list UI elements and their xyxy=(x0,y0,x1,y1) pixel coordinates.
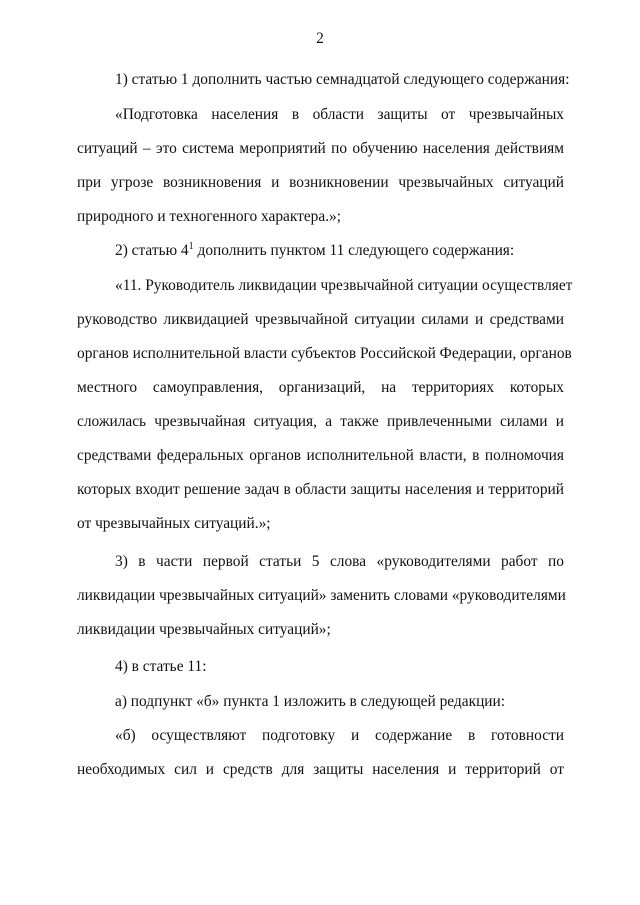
text-line: необходимых сил и средств для защиты населения и территорий от xyxy=(77,761,564,778)
text-line: ситуаций – это система мероприятий по обучению населения действиям xyxy=(77,140,564,157)
text-line: а) подпункт «б» пункта 1 изложить в следующей редакции: xyxy=(115,693,506,710)
superscript: 1 xyxy=(188,241,194,252)
paragraph-amendment-1 xyxy=(77,63,570,97)
text-line: 4) в статье 11: xyxy=(115,658,207,675)
text-line: руководство ликвидацией чрезвычайной ситуации силами и средствами xyxy=(77,311,564,328)
paragraph-amendment-3 xyxy=(77,545,564,647)
text-line: средствами федеральных органов исполнительной власти, в полномочия xyxy=(77,447,564,464)
paragraph-quote-b xyxy=(77,719,564,787)
text-line: «б) осуществляют подготовку и содержание в готовности xyxy=(115,727,564,744)
text-line: местного самоуправления, организаций, на территориях которых xyxy=(77,379,564,396)
paragraph-amendment-2 xyxy=(77,234,564,268)
text-line: ликвидации чрезвычайных ситуаций» заменить словами «руководителями xyxy=(77,587,566,604)
text-line: которых входит решение задач в области защиты населения и территорий xyxy=(77,481,564,498)
text-run: дополнить пунктом 11 следующего содержания: xyxy=(193,242,515,259)
text-line: «11. Руководитель ликвидации чрезвычайной ситуации осуществляет xyxy=(115,277,573,294)
page-number: 2 xyxy=(316,30,324,47)
text-run: 2) статью 4 xyxy=(115,242,189,259)
text-line: при угрозе возникновения и возникновении чрезвычайных ситуаций xyxy=(77,174,564,191)
text-line: органов исполнительной власти субъектов Российской Федерации, органов xyxy=(77,345,572,362)
paragraph-amendment-4 xyxy=(77,650,564,684)
text-line: от чрезвычайных ситуаций.»; xyxy=(77,515,271,532)
paragraph-quote-preparation xyxy=(77,98,564,234)
text-line: природного и техногенного характера.»; xyxy=(77,208,342,225)
paragraph-subpoint-a xyxy=(77,685,564,719)
text-line: «Подготовка населения в области защиты от чрезвычайных xyxy=(115,106,564,123)
text-line: 3) в части первой статьи 5 слова «руководителями работ по xyxy=(115,553,564,570)
text-line: ликвидации чрезвычайных ситуаций»; xyxy=(77,621,331,638)
text-line: сложилась чрезвычайная ситуация, а также привлеченными силами и xyxy=(77,413,564,430)
text-line: 1) статью 1 дополнить частью семнадцатой следующего содержания: xyxy=(115,71,570,88)
text-line xyxy=(77,234,564,268)
paragraph-quote-point-11 xyxy=(77,269,573,541)
